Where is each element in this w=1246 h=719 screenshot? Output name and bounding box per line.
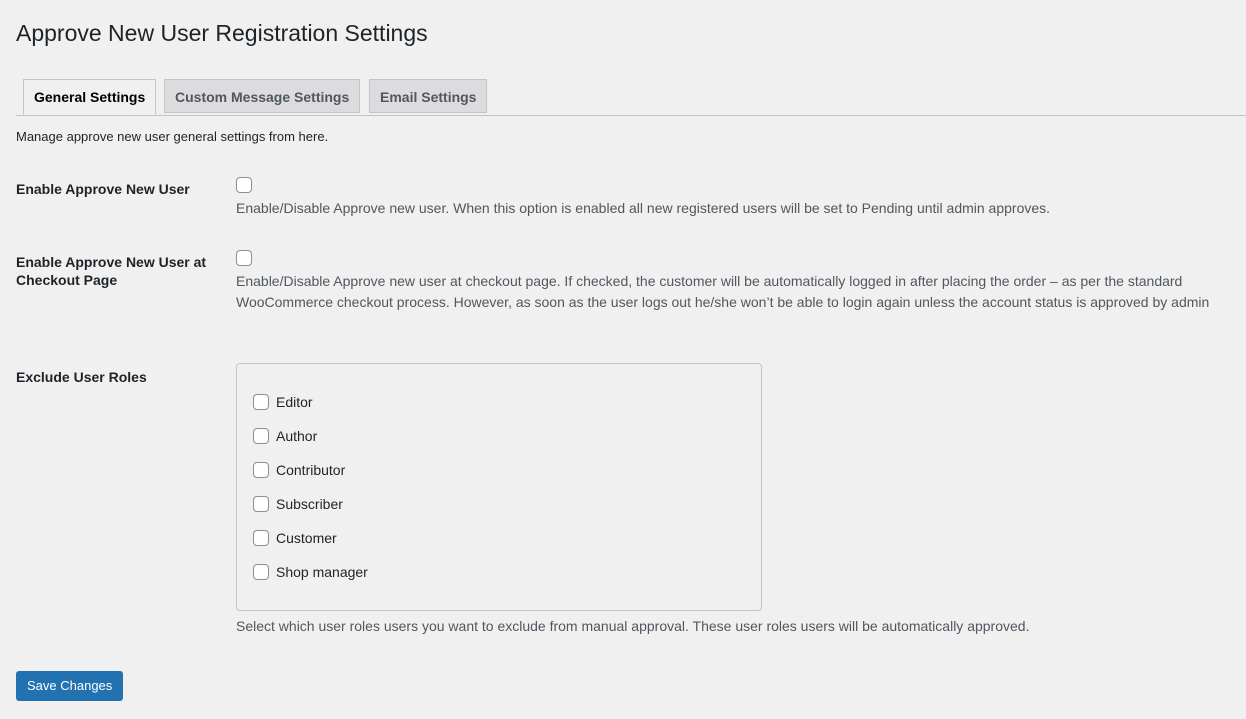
settings-tabs xyxy=(16,79,1246,116)
enable-checkout-checkbox[interactable] xyxy=(236,250,252,266)
save-changes-button[interactable]: Save Changes xyxy=(16,671,123,701)
enable-approve-description: Enable/Disable Approve new user. When this option is enabled all new registered users will be set to Pending until admin approves. xyxy=(236,200,1051,216)
role-checkbox[interactable] xyxy=(253,462,269,478)
role-label: Subscriber xyxy=(276,496,343,512)
enable-approve-label: Enable Approve New User xyxy=(16,181,190,197)
role-checkbox[interactable] xyxy=(253,394,269,410)
role-label: Shop manager xyxy=(276,564,368,580)
role-label: Customer xyxy=(276,530,337,546)
exclude-roles-description: Select which user roles users you want to exclude from manual approval. These user roles users will be automatically approved. xyxy=(236,618,1030,634)
intro-text: Manage approve new user general settings from here. xyxy=(16,129,329,144)
roles-list xyxy=(236,363,762,611)
page-title: Approve New User Registration Settings xyxy=(16,20,428,46)
exclude-roles-label: Exclude User Roles xyxy=(16,369,147,385)
role-label: Editor xyxy=(276,394,313,410)
role-checkbox[interactable] xyxy=(253,496,269,512)
tab-email-settings[interactable]: Email Settings xyxy=(369,79,487,113)
enable-checkout-label: Enable Approve New User at Checkout Page xyxy=(16,254,207,288)
enable-approve-checkbox[interactable] xyxy=(236,177,252,193)
role-checkbox[interactable] xyxy=(253,564,269,580)
tab-general-settings[interactable]: General Settings xyxy=(23,79,156,115)
role-label: Contributor xyxy=(276,462,346,478)
role-label: Author xyxy=(276,428,318,444)
tab-custom-message-settings[interactable]: Custom Message Settings xyxy=(164,79,360,113)
role-checkbox[interactable] xyxy=(253,428,269,444)
role-checkbox[interactable] xyxy=(253,530,269,546)
enable-checkout-description: Enable/Disable Approve new user at checkout page. If checked, the customer will be automatically logged in after placing the order – as per the standard WooCommerce checkout process. However, as soon as the user logs out he/she won’t be able to login again unless the account status is approved by admin xyxy=(236,273,1210,310)
